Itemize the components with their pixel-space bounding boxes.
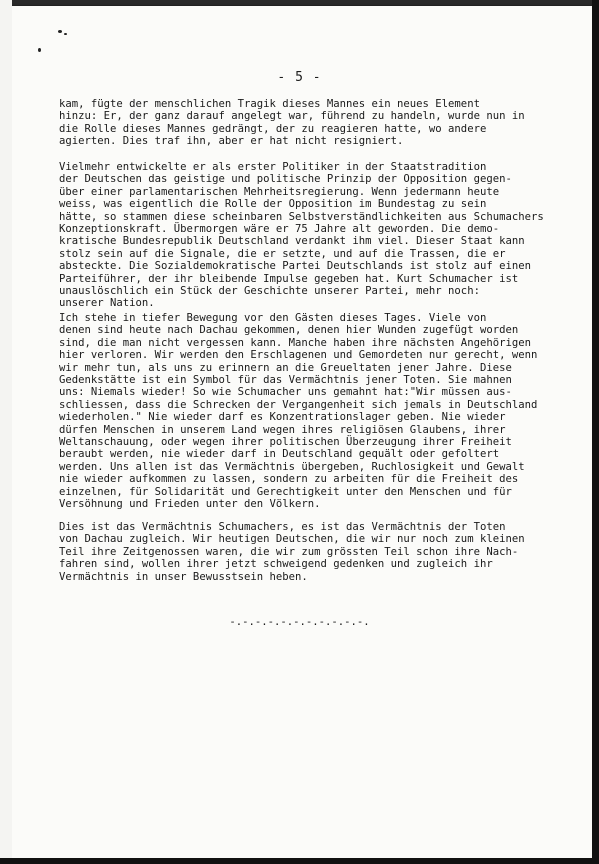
text-line: Vermächtnis in unser Bewusstsein heben. — [59, 570, 308, 583]
text-line: Teil ihre Zeitgenossen waren, die wir zum grössten Teil schon ihre Nach- — [59, 545, 519, 558]
scan-speck — [64, 33, 67, 35]
text-line: uns: Niemals wieder! So wie Schumacher uns gemahnt hat:"Wir müssen aus- — [59, 386, 512, 399]
text-line: Ich stehe in tiefer Bewegung vor den Gästen dieses Tages. Viele von — [59, 312, 487, 324]
text-line: wiederholen." Nie wieder darf es Konzentrationslager geben. Nie wieder — [59, 411, 506, 424]
paragraph — [59, 521, 574, 583]
text-line: hinzu: Er, der ganz darauf angelegt war, führend zu handeln, wurde nun in — [59, 110, 525, 123]
text-line: wir mehr tun, als uns zu erinnern an die Greueltaten jener Jahre. Diese — [59, 361, 512, 374]
text-line: Gedenkstätte ist ein Symbol für das Vermächtnis jener Toten. Sie mahnen — [59, 374, 512, 387]
text-line: denen sind heute nach Dachau gekommen, denen hier Wunden zugefügt worden — [59, 324, 519, 337]
scan-left-margin — [0, 0, 12, 864]
text-line: hier verloren. Wir werden den Erschlagenen und Gemordeten nur gerecht, wenn — [59, 349, 538, 362]
text-line: absteckte. Die Sozialdemokratische Partei Deutschlands ist stolz auf einen — [59, 260, 531, 273]
text-line: hätte, so stammen diese scheinbaren Selbstverständlichkeiten aus Schumachers — [59, 210, 544, 223]
scan-speck — [58, 30, 62, 33]
text-line: einzelnen, für Solidarität und Gerechtigkeit unter den Menschen und für — [59, 485, 512, 498]
page-number: - 5 - — [277, 70, 322, 85]
paragraph — [59, 161, 574, 310]
text-line: beraubt werden, nie wieder darf in Deutschland gequält oder gefoltert — [59, 448, 500, 461]
text-line: unauslöschlich ein Stück der Geschichte unserer Partei, mehr noch: — [59, 285, 480, 298]
text-line: Versöhnung und Frieden unter den Völkern. — [59, 498, 321, 511]
text-line: von Dachau zugleich. Wir heutigen Deutschen, die wir nur noch zum kleinen — [59, 533, 525, 546]
text-line: über einer parlamentarischen Mehrheitsregierung. Wenn jedermann heute — [59, 185, 500, 198]
text-line: schliessen, dass die Schrecken der Vergangenheit sich jemals in Deutschland — [59, 398, 538, 411]
text-line: die Rolle dieses Mannes gedrängt, der zu reagieren hatte, wo andere — [59, 122, 487, 135]
text-line: Dies ist das Vermächtnis Schumachers, es ist das Vermächtnis der Toten — [59, 521, 506, 533]
text-line: unserer Nation. — [59, 297, 155, 310]
text-line: der Deutschen das geistige und politische Prinzip der Opposition gegen- — [59, 173, 512, 186]
text-line: weiss, was eigentlich die Rolle der Opposition im Bundestag zu sein — [59, 198, 487, 211]
text-line: agierten. Dies traf ihn, aber er hat nicht resigniert. — [59, 135, 404, 148]
scan-right-edge — [592, 0, 599, 864]
end-divider: -.-.-.-.-.-.-.-.-.-.-. — [229, 616, 370, 628]
scan-speck — [38, 48, 41, 52]
text-line: kratische Bundesrepublik Deutschland verdankt ihm viel. Dieser Staat kann — [59, 235, 525, 248]
text-line: nie wieder aufkommen zu lassen, sondern zu arbeiten für die Freiheit des — [59, 473, 519, 486]
text-line: fahren sind, wollen ihrer jetzt schweigend gedenken und zugleich ihr — [59, 558, 493, 571]
text-line: dürfen Menschen in unserem Land wegen ihres religiösen Glaubens, ihrer — [59, 423, 506, 436]
text-line: werden. Uns allen ist das Vermächtnis übergeben, Ruchlosigkeit und Gewalt — [59, 460, 525, 473]
paragraph — [59, 312, 574, 511]
text-line: kam, fügte der menschlichen Tragik dieses Mannes ein neues Element — [59, 98, 480, 110]
text-line: Vielmehr entwickelte er als erster Politiker in der Staatstradition — [59, 161, 487, 173]
text-line: Weltanschauung, oder wegen ihrer politischen Überzeugung ihrer Freiheit — [59, 436, 512, 449]
text-line: sind, die man nicht vergessen kann. Manche haben ihre nächsten Angehörigen — [59, 336, 531, 349]
scan-bottom-edge — [0, 858, 599, 864]
text-line: stolz sein auf die Signale, die er setzte, und auf die Trassen, die er — [59, 247, 506, 260]
text-line: Parteiführer, der ihr bleibende Impulse gegeben hat. Kurt Schumacher ist — [59, 272, 519, 285]
text-line: Konzeptionskraft. Übermorgen wäre er 75 Jahre alt geworden. Die demo- — [59, 223, 500, 236]
paragraph — [59, 98, 574, 148]
